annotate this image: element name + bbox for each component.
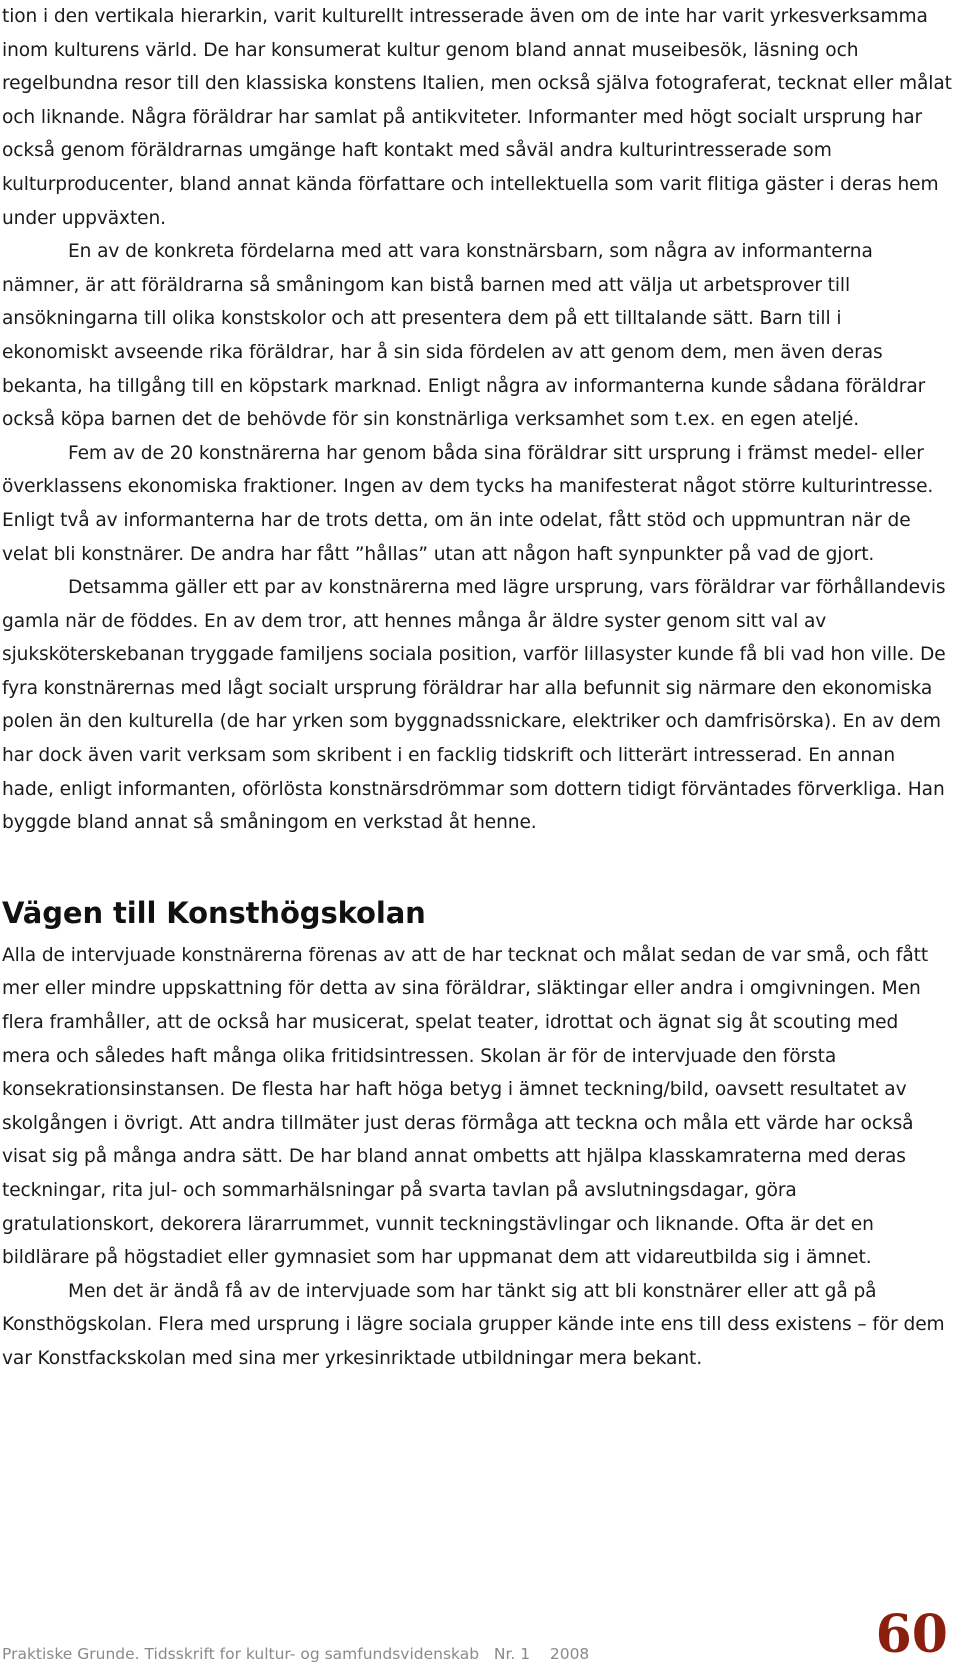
intro-paragraph: tion i den vertikala hierarkin, varit kulturellt intresserade även om de inte har varit yrkesverksamma inom kulturens värld. De har konsumerat kultur genom bland annat museibesök, läsning och regelbundna resor till den klassiska konstens Italien, men också själva fotograferat, tecknat eller målat och liknande. Några föräldrar har samlat på antikviteter. Informanter med högt socialt ursprung har också genom föräldrarnas umgänge haft kontakt med såväl andra kulturintresserade som kulturproducenter, bland annat kända författare och intellektuella som varit flitiga gäster i deras hem under uppväxten. bbox=[2, 6, 952, 229]
section-first-paragraph: Alla de intervjuade konstnärerna förenas av att de har tecknat och målat sedan de var små, och fått mer eller mindre uppskattning för detta av sina föräldrar, släktingar eller andra i omgivningen. Men flera framhåller, att de också har musicerat, spelat teater, idrottat och ägnat sig åt scouting med mera och således haft många olika fritidsintressen. Skolan är för de intervjuade den första konsekrationsinstansen. De flesta har haft höga betyg i ämnet teckning/bild, oavsett resultatet av skolgången i övrigt. Att andra tillmäter just deras förmåga att teckna och måla ett värde har också visat sig på många andra sätt. De har bland annat ombetts att hjälpa klasskamraterna med deras teckningar, rita jul- och sommarhälsningar på svarta tavlan på avslutningsdagar, göra gratulationskort, dekorera lärarrummet, vunnit teckningstävlingar och liknande. Ofta är det en bildlärare på högstadiet eller gymnasiet som har uppmanat dem att vidareutbilda sig i ämnet. bbox=[2, 944, 929, 1269]
section-heading: Vägen till Konsthögskolan bbox=[2, 895, 426, 930]
page-footer bbox=[2, 1605, 948, 1669]
page-number: 60 bbox=[875, 1604, 948, 1665]
footer-year: 2008 bbox=[549, 1645, 590, 1663]
footer-journal: Praktiske Grunde. Tidsskrift for kultur- og samfundsvidenskab bbox=[2, 1645, 480, 1663]
footer-issue: Nr. 1 bbox=[493, 1645, 531, 1663]
section-second-paragraph: Men det är ändå få av de intervjuade som har tänkt sig att bli konstnärer eller att gå på Konsthögskolan. Flera med ursprung i lägre sociala grupper kände inte ens till dess existens – för dem var Konstfackskolan med sina mer yrkesinriktade utbildningar mera bekant. bbox=[2, 1280, 945, 1369]
article-body bbox=[2, 0, 952, 1376]
paragraph-fem-av-konstnarerna: Fem av de 20 konstnärerna har genom båda sina föräldrar sitt ursprung i främst medel- eller överklassens ekonomiska fraktioner. Ingen av dem tycks ha manifesterat något större kulturintresse. Enligt två av informanterna har de trots detta, om än inte odelat, fått stöd och uppmuntran när de velat bli konstnärer. De andra har fått ”hållas” utan att någon haft synpunkter på vad de gjort. bbox=[2, 442, 934, 565]
paragraph-lagre-ursprung: Detsamma gäller ett par av konstnärerna med lägre ursprung, vars föräldrar var förhållandevis gamla när de föddes. En av dem tror, att hennes många år äldre syster genom sitt val av sjuksköterskebanan tryggade familjens sociala position, varför lillasyster kunde få bli vad hon ville. De fyra konstnärernas med lågt socialt ursprung föräldrar har alla befunnit sig närmare den ekonomiska polen än den kulturella (de har yrken som byggnadssnickare, elektriker och damfrisörska). En av dem har dock även varit verksam som skribent i en facklig tidskrift och litterärt intresserad. En annan hade, enligt informanten, oförlösta konstnärsdrömmar som dottern tidigt förväntades förverkliga. Han byggde bland annat så småningom en verkstad åt henne. bbox=[2, 577, 946, 834]
footer-citation bbox=[2, 1645, 589, 1663]
paragraph-konstnarsbarn: En av de konkreta fördelarna med att vara konstnärsbarn, som några av informanterna nämner, är att föräldrarna så småningom kan bistå barnen med att välja ut arbetsprover till ansökningarna till olika konstskolor och att presentera dem på ett tilltalande sätt. Barn till i ekonomiskt avseende rika föräldrar, har å sin sida fördelen av att genom dem, men även deras bekanta, ha tillgång till en köpstark marknad. Enligt några av informanterna kunde sådana föräldrar också köpa barnen det de behövde för sin konstnärliga verksamhet som t.ex. en egen ateljé. bbox=[2, 241, 926, 431]
